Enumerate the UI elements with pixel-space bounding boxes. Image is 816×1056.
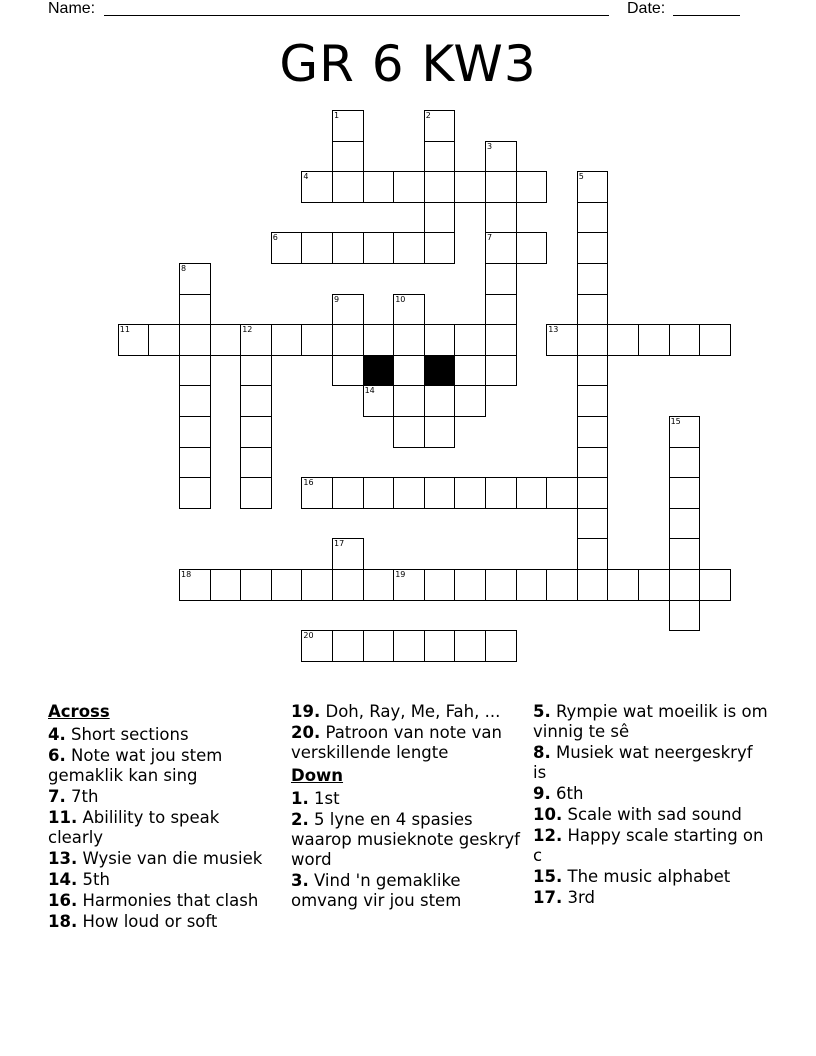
crossword-cell[interactable] bbox=[577, 447, 609, 479]
crossword-cell[interactable] bbox=[699, 324, 731, 356]
clue-number-label: 9 bbox=[334, 294, 340, 304]
clue-text: How loud or soft bbox=[82, 912, 218, 931]
crossword-cell[interactable] bbox=[332, 110, 364, 142]
crossword-cell[interactable] bbox=[454, 385, 486, 417]
page-title: GR 6 KW3 bbox=[279, 35, 537, 93]
clue-number: 2. bbox=[291, 810, 309, 829]
crossword-cell[interactable] bbox=[699, 569, 731, 601]
crossword-cell[interactable] bbox=[393, 569, 425, 601]
clue-text: Wysie van die musiek bbox=[82, 849, 263, 868]
crossword-cell[interactable] bbox=[454, 324, 486, 356]
crossword-cell[interactable] bbox=[179, 477, 211, 509]
crossword-cell[interactable] bbox=[424, 232, 456, 264]
down-clue bbox=[291, 871, 521, 911]
crossword-cell[interactable] bbox=[393, 630, 425, 662]
clue-number: 11. bbox=[48, 808, 78, 827]
crossword-cell[interactable] bbox=[332, 630, 364, 662]
clue-number: 17. bbox=[533, 888, 563, 907]
crossword-cell[interactable] bbox=[363, 385, 395, 417]
crossword-cell[interactable] bbox=[393, 416, 425, 448]
down-clue bbox=[533, 702, 768, 742]
crossword-cell[interactable] bbox=[669, 538, 701, 570]
clue-number-label: 20 bbox=[303, 631, 314, 641]
clue-number-label: 15 bbox=[670, 417, 681, 426]
crossword-cell[interactable] bbox=[240, 385, 272, 417]
crossword-cell[interactable] bbox=[332, 355, 364, 387]
crossword-cell[interactable] bbox=[424, 385, 456, 417]
crossword-cell[interactable] bbox=[638, 324, 670, 356]
crossword-cell[interactable] bbox=[485, 171, 517, 203]
clue-text: 5 lyne en 4 spasies waarop musieknote geskryf word bbox=[291, 810, 520, 869]
crossword-cell[interactable] bbox=[516, 171, 548, 203]
across-clue bbox=[48, 808, 278, 848]
crossword-cell[interactable] bbox=[424, 569, 456, 601]
crossword-cell[interactable] bbox=[485, 630, 517, 662]
clue-number: 15. bbox=[533, 867, 563, 886]
crossword-cell[interactable] bbox=[485, 355, 517, 387]
clue-text: 6th bbox=[556, 784, 584, 803]
clue-number: 14. bbox=[48, 870, 78, 889]
clue-number: 19. bbox=[291, 702, 321, 721]
clue-number-label: 6 bbox=[272, 233, 278, 243]
clue-text: The music alphabet bbox=[567, 867, 731, 886]
clue-text: Short sections bbox=[71, 725, 189, 744]
crossword-cell[interactable] bbox=[301, 630, 333, 662]
crossword-cell[interactable] bbox=[179, 569, 211, 601]
clue-number-label: 16 bbox=[303, 478, 314, 488]
crossword-cell[interactable] bbox=[332, 477, 364, 509]
clue-number-label: 10 bbox=[395, 294, 406, 304]
down-clue bbox=[533, 784, 768, 804]
across-clue bbox=[48, 891, 278, 911]
crossword-cell[interactable] bbox=[179, 324, 211, 356]
down-clue bbox=[291, 810, 521, 870]
clue-column-2 bbox=[291, 702, 521, 912]
clue-text: Happy scale starting on c bbox=[533, 826, 764, 865]
crossword-cell[interactable] bbox=[393, 324, 425, 356]
crossword-block-cell bbox=[424, 355, 456, 387]
crossword-cell[interactable] bbox=[240, 416, 272, 448]
crossword-cell[interactable] bbox=[638, 569, 670, 601]
crossword-cell[interactable] bbox=[607, 324, 639, 356]
clue-number: 10. bbox=[533, 805, 563, 824]
crossword-cell[interactable] bbox=[363, 232, 395, 264]
crossword-cell[interactable] bbox=[669, 508, 701, 540]
clue-number-label: 5 bbox=[578, 172, 584, 182]
crossword-cell[interactable] bbox=[332, 324, 364, 356]
crossword-cell[interactable] bbox=[332, 538, 364, 570]
clue-number: 20. bbox=[291, 723, 321, 742]
crossword-cell[interactable] bbox=[577, 263, 609, 295]
crossword-cell[interactable] bbox=[546, 477, 578, 509]
crossword-cell[interactable] bbox=[240, 447, 272, 479]
clue-number: 8. bbox=[533, 743, 551, 762]
across-clue bbox=[48, 725, 278, 745]
clue-text: 7th bbox=[71, 787, 99, 806]
crossword-cell[interactable] bbox=[577, 416, 609, 448]
crossword-cell[interactable] bbox=[485, 569, 517, 601]
crossword-cell[interactable] bbox=[424, 141, 456, 173]
clue-text: Scale with sad sound bbox=[567, 805, 742, 824]
crossword-cell[interactable] bbox=[454, 630, 486, 662]
crossword-cell[interactable] bbox=[271, 569, 303, 601]
crossword-cell[interactable] bbox=[301, 477, 333, 509]
clue-number: 6. bbox=[48, 746, 66, 765]
crossword-cell[interactable] bbox=[485, 202, 517, 234]
crossword-cell[interactable] bbox=[240, 355, 272, 387]
crossword-cell[interactable] bbox=[546, 324, 578, 356]
down-clue bbox=[533, 867, 768, 887]
crossword-cell[interactable] bbox=[271, 232, 303, 264]
crossword-cell[interactable] bbox=[240, 569, 272, 601]
crossword-cell[interactable] bbox=[301, 324, 333, 356]
clue-number-label: 12 bbox=[242, 325, 253, 335]
crossword-cell[interactable] bbox=[577, 477, 609, 509]
crossword-cell[interactable] bbox=[332, 141, 364, 173]
clue-number-label: 13 bbox=[548, 325, 559, 335]
crossword-cell[interactable] bbox=[424, 630, 456, 662]
clue-text: Abilility to speak clearly bbox=[48, 808, 220, 847]
crossword-cell[interactable] bbox=[393, 171, 425, 203]
crossword-cell[interactable] bbox=[669, 569, 701, 601]
crossword-cell[interactable] bbox=[179, 416, 211, 448]
crossword-cell[interactable] bbox=[669, 416, 701, 448]
crossword-cell[interactable] bbox=[301, 171, 333, 203]
clue-number: 18. bbox=[48, 912, 78, 931]
clue-text: Note wat jou stem gemaklik kan sing bbox=[48, 746, 223, 785]
crossword-cell[interactable] bbox=[485, 324, 517, 356]
clue-number-label: 11 bbox=[119, 325, 130, 335]
crossword-cell[interactable] bbox=[577, 171, 609, 203]
clue-text: Doh, Ray, Me, Fah, ... bbox=[325, 702, 501, 721]
crossword-cell[interactable] bbox=[607, 569, 639, 601]
clue-column-1 bbox=[48, 702, 278, 933]
clue-text: 1st bbox=[314, 789, 340, 808]
clue-number-label: 17 bbox=[334, 539, 345, 549]
across-clue bbox=[291, 723, 521, 763]
crossword-cell[interactable] bbox=[301, 569, 333, 601]
crossword-cell[interactable] bbox=[424, 324, 456, 356]
crossword-cell[interactable] bbox=[393, 232, 425, 264]
crossword-cell[interactable] bbox=[148, 324, 180, 356]
clue-number: 12. bbox=[533, 826, 563, 845]
crossword-cell[interactable] bbox=[577, 508, 609, 540]
clue-text: 5th bbox=[82, 870, 110, 889]
across-heading: Across bbox=[48, 702, 110, 721]
clue-text: Musiek wat neergeskryf is bbox=[533, 743, 753, 782]
crossword-cell[interactable] bbox=[179, 294, 211, 326]
crossword-cell[interactable] bbox=[485, 232, 517, 264]
clue-number: 4. bbox=[48, 725, 66, 744]
down-clue bbox=[533, 743, 768, 783]
clue-number-label: 1 bbox=[334, 111, 340, 120]
across-clue bbox=[48, 912, 278, 932]
crossword-cell[interactable] bbox=[669, 447, 701, 479]
clue-number: 7. bbox=[48, 787, 66, 806]
clue-number-label: 8 bbox=[181, 264, 187, 273]
clue-number: 1. bbox=[291, 789, 309, 808]
date-label: Date: bbox=[627, 0, 666, 17]
crossword-cell[interactable] bbox=[118, 324, 150, 356]
crossword-cell[interactable] bbox=[485, 294, 517, 326]
crossword-cell[interactable] bbox=[577, 385, 609, 417]
down-heading: Down bbox=[291, 766, 344, 785]
across-clue bbox=[48, 746, 278, 786]
crossword-cell[interactable] bbox=[393, 477, 425, 509]
down-clue bbox=[533, 805, 768, 825]
crossword-cell[interactable] bbox=[179, 385, 211, 417]
down-clue bbox=[533, 888, 768, 908]
crossword-cell[interactable] bbox=[393, 385, 425, 417]
name-label: Name: bbox=[48, 0, 96, 17]
crossword-cell[interactable] bbox=[271, 324, 303, 356]
clue-number-label: 2 bbox=[425, 111, 431, 120]
crossword-cell[interactable] bbox=[179, 447, 211, 479]
crossword-cell[interactable] bbox=[424, 477, 456, 509]
crossword-cell[interactable] bbox=[454, 171, 486, 203]
crossword-cell[interactable] bbox=[485, 141, 517, 173]
crossword-cell[interactable] bbox=[393, 355, 425, 387]
crossword-cell[interactable] bbox=[210, 569, 242, 601]
crossword-cell[interactable] bbox=[332, 232, 364, 264]
crossword-cell[interactable] bbox=[179, 263, 211, 295]
crossword-cell[interactable] bbox=[485, 477, 517, 509]
clue-number: 3. bbox=[291, 871, 309, 890]
crossword-cell[interactable] bbox=[363, 569, 395, 601]
crossword-cell[interactable] bbox=[424, 110, 456, 142]
clue-text: Vind 'n gemaklike omvang vir jou stem bbox=[291, 871, 462, 910]
clue-number-label: 7 bbox=[487, 233, 493, 243]
crossword-cell[interactable] bbox=[516, 232, 548, 264]
across-clue bbox=[291, 702, 521, 722]
clue-number: 13. bbox=[48, 849, 78, 868]
crossword-cell[interactable] bbox=[577, 355, 609, 387]
crossword-cell[interactable] bbox=[240, 477, 272, 509]
crossword-cell[interactable] bbox=[332, 171, 364, 203]
crossword-cell[interactable] bbox=[363, 477, 395, 509]
clue-text: Patroon van note van verskillende lengte bbox=[291, 723, 502, 762]
crossword-cell[interactable] bbox=[393, 294, 425, 326]
crossword-cell[interactable] bbox=[546, 569, 578, 601]
clue-number: 5. bbox=[533, 702, 551, 721]
clue-number-label: 19 bbox=[395, 570, 406, 579]
crossword-cell[interactable] bbox=[516, 569, 548, 601]
crossword-cell[interactable] bbox=[179, 355, 211, 387]
crossword-cell[interactable] bbox=[363, 171, 395, 203]
crossword-cell[interactable] bbox=[485, 263, 517, 295]
crossword-cell[interactable] bbox=[577, 294, 609, 326]
clue-number-label: 3 bbox=[487, 141, 493, 151]
down-clue bbox=[533, 826, 768, 866]
crossword-cell[interactable] bbox=[577, 324, 609, 356]
clue-number-label: 18 bbox=[181, 570, 192, 579]
crossword-cell[interactable] bbox=[577, 569, 609, 601]
crossword-cell[interactable] bbox=[424, 171, 456, 203]
crossword-cell[interactable] bbox=[301, 232, 333, 264]
crossword-cell[interactable] bbox=[424, 416, 456, 448]
crossword-cell[interactable] bbox=[669, 477, 701, 509]
crossword-cell[interactable] bbox=[516, 477, 548, 509]
across-clue bbox=[48, 870, 278, 890]
crossword-cell[interactable] bbox=[363, 630, 395, 662]
crossword-cell[interactable] bbox=[363, 324, 395, 356]
clue-number-label: 4 bbox=[303, 172, 309, 182]
crossword-cell[interactable] bbox=[577, 538, 609, 570]
crossword-cell[interactable] bbox=[332, 294, 364, 326]
down-clue bbox=[291, 789, 521, 809]
clue-text: Harmonies that clash bbox=[82, 891, 259, 910]
across-clue bbox=[48, 787, 278, 807]
clue-text: 3rd bbox=[567, 888, 595, 907]
clue-text: Rympie wat moeilik is om vinnig te sê bbox=[533, 702, 768, 741]
crossword-cell[interactable] bbox=[669, 600, 701, 632]
across-clue bbox=[48, 849, 278, 869]
crossword-cell[interactable] bbox=[669, 324, 701, 356]
crossword-cell[interactable] bbox=[454, 477, 486, 509]
crossword-cell[interactable] bbox=[332, 569, 364, 601]
clue-number: 16. bbox=[48, 891, 78, 910]
crossword-cell[interactable] bbox=[454, 569, 486, 601]
crossword-cell[interactable] bbox=[424, 202, 456, 234]
crossword-cell[interactable] bbox=[577, 232, 609, 264]
crossword-cell[interactable] bbox=[240, 324, 272, 356]
crossword-block-cell bbox=[363, 355, 395, 387]
clue-number: 9. bbox=[533, 784, 551, 803]
clue-number-label: 14 bbox=[364, 386, 375, 396]
crossword-cell[interactable] bbox=[454, 355, 486, 387]
crossword-cell[interactable] bbox=[577, 202, 609, 234]
clue-column-3 bbox=[533, 702, 768, 909]
crossword-cell[interactable] bbox=[210, 324, 242, 356]
